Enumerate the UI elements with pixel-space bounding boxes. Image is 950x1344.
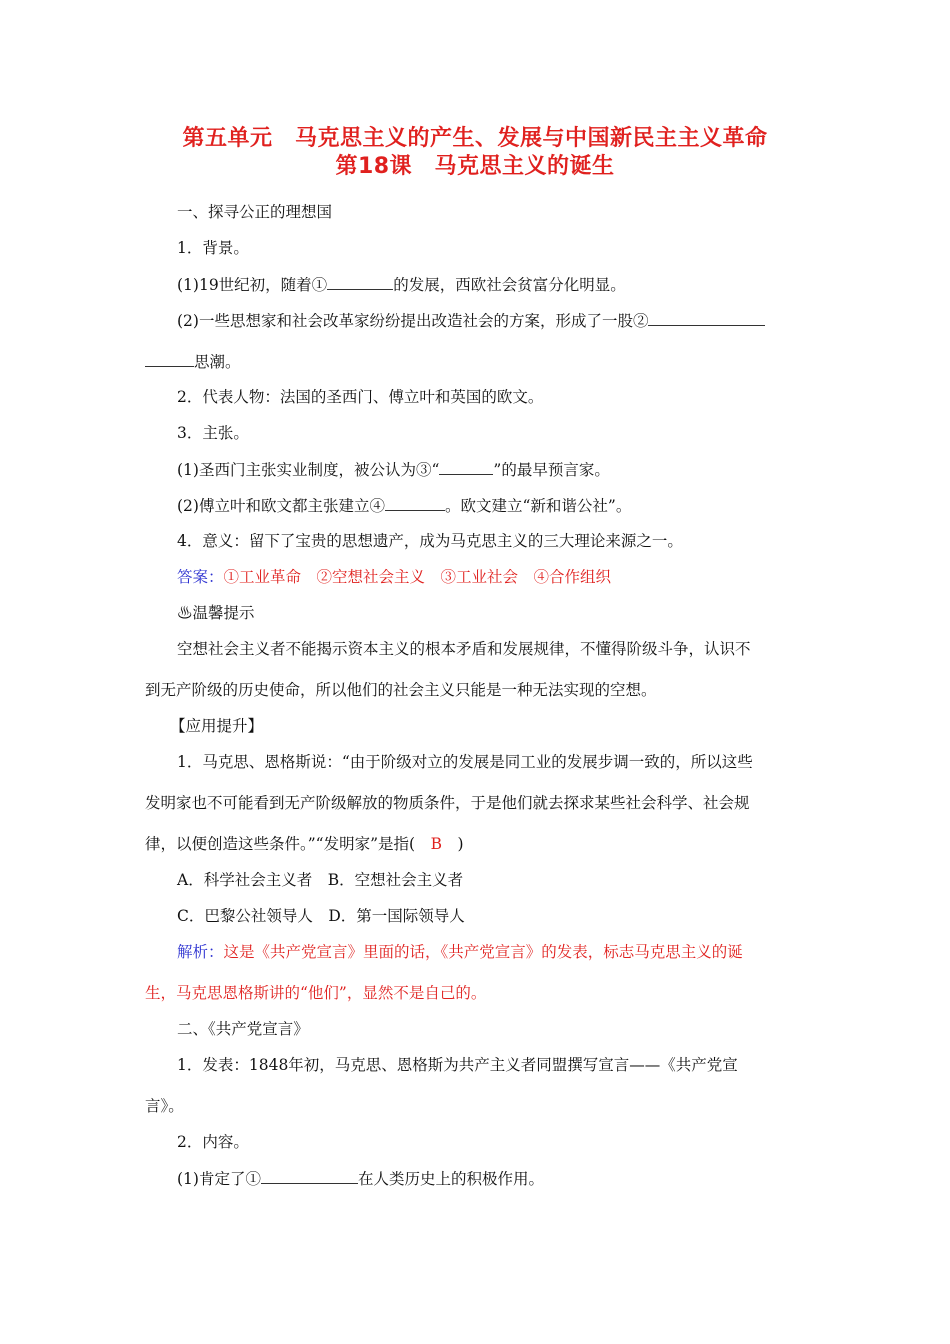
tip-line-1: 空想社会主义者不能揭示资本主义的根本矛盾和发展规律，不懂得阶级斗争，认识不	[177, 640, 751, 658]
content-heading: 2．内容。	[177, 1133, 249, 1151]
text: ”的最早预言家。	[493, 461, 610, 479]
text: (2)傅立叶和欧文都主张建立④	[177, 497, 385, 515]
ideas-item-1	[177, 458, 610, 481]
representatives: 2．代表人物：法国的圣西门、傅立叶和英国的欧文。	[177, 388, 544, 406]
fill-blank-2b[interactable]	[145, 350, 194, 367]
options-a-b[interactable]: A．科学社会主义者 B．空想社会主义者	[177, 871, 464, 889]
practice-heading: 【应用提升】	[170, 717, 264, 735]
section1-heading: 一、探寻公正的理想国	[177, 203, 333, 221]
background-item-2	[177, 309, 765, 332]
section2-heading: 二、《共产党宣言》	[177, 1020, 309, 1038]
publication-line-1: 1．发表：1848年初，马克思、恩格斯为共产主义者同盟撰写宣言——《共产党宣	[177, 1056, 738, 1074]
text: 律，以便创造这些条件。”“发明家”是指(	[145, 835, 431, 853]
options-c-d[interactable]: C．巴黎公社领导人 D．第一国际领导人	[177, 907, 465, 925]
ideas-heading: 3．主张。	[177, 424, 249, 442]
background-heading: 1．背景。	[177, 239, 249, 257]
text: 的发展，西欧社会贫富分化明显。	[393, 276, 626, 294]
tip-title: 温馨提示	[192, 604, 255, 622]
text: )	[441, 835, 464, 853]
text: (1)肯定了①	[177, 1170, 261, 1188]
fill-blank-3[interactable]	[439, 458, 493, 475]
analysis-text: 这是《共产党宣言》里面的话，《共产党宣言》的发表，标志马克思主义的诞	[223, 943, 743, 961]
text: (1)19世纪初，随着①	[177, 276, 328, 294]
tip-heading	[177, 602, 255, 624]
tip-line-2: 到无产阶级的历史使命，所以他们的社会主义只能是一种无法实现的空想。	[145, 681, 657, 699]
analysis-line-2: 生，马克思恩格斯讲的“他们”，显然不是自己的。	[145, 984, 487, 1002]
ideas-item-2	[177, 494, 631, 517]
hot-spring-icon: ♨	[177, 604, 193, 622]
text: 在人类历史上的积极作用。	[357, 1170, 544, 1188]
answer-text: ①工业革命 ②空想社会主义 ③工业社会 ④合作组织	[223, 568, 612, 586]
text: 思潮。	[194, 353, 241, 371]
text: (1)圣西门主张实业制度，被公认为③“	[177, 461, 440, 479]
text: 。欧文建立“新和谐公社”。	[444, 497, 632, 515]
fill-blank-5[interactable]	[261, 1167, 358, 1184]
significance: 4．意义：留下了宝贵的思想遗产，成为马克思主义的三大理论来源之一。	[177, 532, 683, 550]
content-item-1	[177, 1167, 544, 1190]
fill-blank-4[interactable]	[385, 494, 445, 511]
analysis-line-1	[177, 941, 743, 963]
fill-blank-1[interactable]	[327, 273, 393, 290]
answer-label: 答案：	[177, 568, 224, 586]
analysis-label: 解析：	[177, 943, 224, 961]
lesson-title: 第18课 马克思主义的诞生	[335, 154, 615, 179]
publication-line-2: 言》。	[145, 1097, 184, 1115]
background-item-2-cont	[145, 350, 241, 373]
question-1-line-1: 1．马克思、恩格斯说：“由于阶级对立的发展是同工业的发展步调一致的，所以这些	[177, 753, 753, 771]
question-1-line-3	[145, 833, 464, 855]
answer-line	[177, 566, 611, 588]
text: (2)一些思想家和社会改革家纷纷提出改造社会的方案，形成了一股②	[177, 312, 649, 330]
question-1-line-2: 发明家也不可能看到无产阶级解放的物质条件，于是他们就去探求某些社会科学、社会规	[145, 794, 750, 812]
fill-blank-2a[interactable]	[648, 309, 765, 326]
question-1-answer: B	[430, 835, 442, 853]
unit-title: 第五单元 马克思主义的产生、发展与中国新民主主义革命	[182, 126, 768, 151]
background-item-1	[177, 273, 626, 296]
